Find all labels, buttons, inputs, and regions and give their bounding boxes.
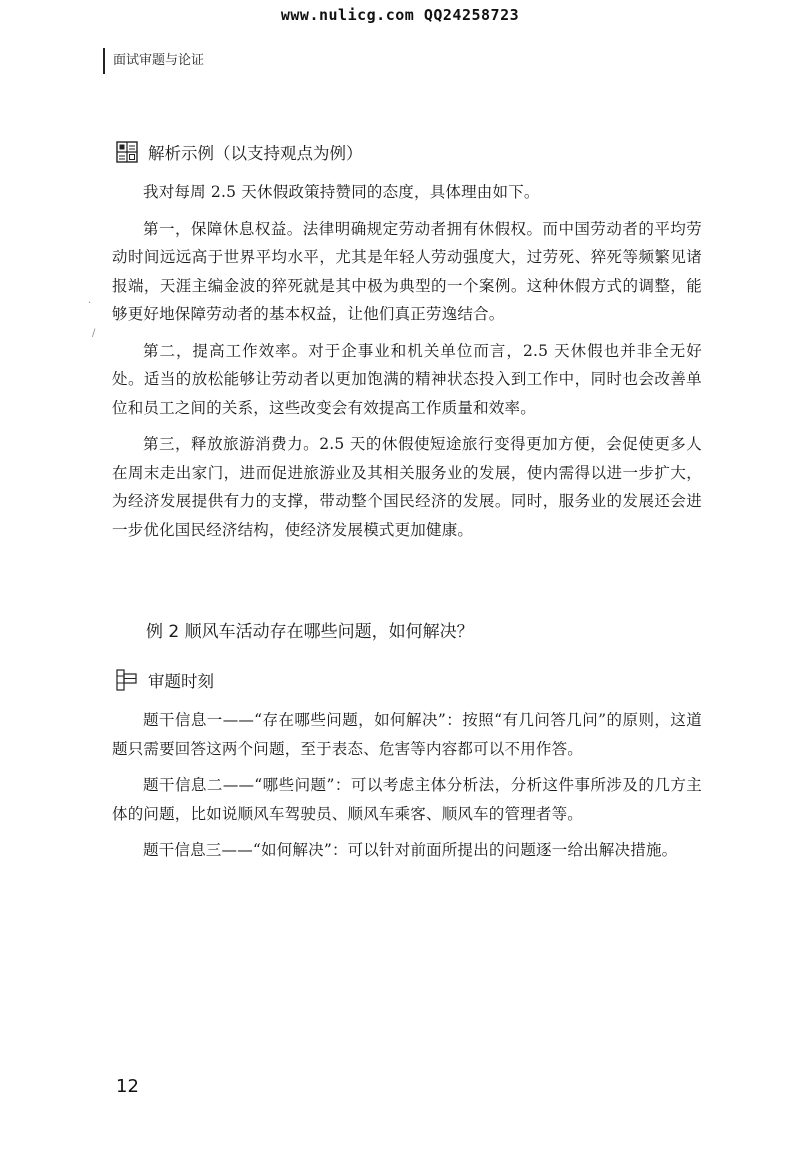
- analysis-title: 解析示例（以支持观点为例）: [148, 144, 363, 163]
- paragraph: 题干信息三——“如何解决”：可以针对前面所提出的问题逐一给出解决措施。: [143, 841, 678, 859]
- review-body: [112, 706, 702, 873]
- review-flag-icon: [116, 669, 138, 691]
- review-heading: [116, 668, 214, 692]
- running-head: 面试审题与论证: [103, 48, 204, 74]
- analysis-body: [112, 178, 702, 552]
- paragraph: 题干信息一——“存在哪些问题，如何解决”：按照“有几问答几问”的原则，这道题只需要回答这两个问题，至于表态、危害等内容都可以不用作答。: [112, 711, 702, 758]
- example-title: 例 2 顺风车活动存在哪些问题，如何解决？: [146, 622, 474, 642]
- margin-tick: /: [92, 328, 96, 339]
- paragraph: 第二，提高工作效率。对于企事业和机关单位而言，2.5 天休假也并非全无好处。适当的放松能够让劳动者以更加饱满的精神状态投入到工作中，同时也会改善单位和员工之间的关系，这些改变会有效提高工作质量和效率。: [112, 341, 702, 417]
- paragraph: 题干信息二——“哪些问题”：可以考虑主体分析法，分析这件事所涉及的几方主体的问题，比如说顺风车驾驶员、顺风车乘客、顺风车的管理者等。: [112, 776, 702, 823]
- page-number: 12: [116, 1076, 139, 1097]
- paragraph: 第三，释放旅游消费力。2.5 天的休假使短途旅行变得更加方便，会促使更多人在周末走出家门，进而促进旅游业及其相关服务业的发展，使内需得以进一步扩大，为经济发展提供有力的支撑，带动整个国民经济的发展。同时，服务业的发展还会进一步优化国民经济结构，使经济发展模式更加健康。: [112, 435, 702, 539]
- margin-tick: ·: [88, 298, 92, 309]
- paragraph: 第一，保障休息权益。法律明确规定劳动者拥有休假权。而中国劳动者的平均劳动时间远远高于世界平均水平，尤其是年轻人劳动强度大，过劳死、猝死等频繁见诸报端，天涯主编金波的猝死就是其中极为典型的一个案例。这种休假方式的调整，能够更好地保障劳动者的基本权益，让他们真正劳逸结合。: [112, 219, 702, 323]
- analysis-grid-icon: [116, 141, 138, 163]
- watermark: www.nulicg.com QQ24258723: [280, 6, 520, 24]
- paragraph: 我对每周 2.5 天休假政策持赞同的态度，具体理由如下。: [143, 183, 540, 201]
- review-title: 审题时刻: [148, 672, 214, 691]
- analysis-heading: [116, 140, 363, 164]
